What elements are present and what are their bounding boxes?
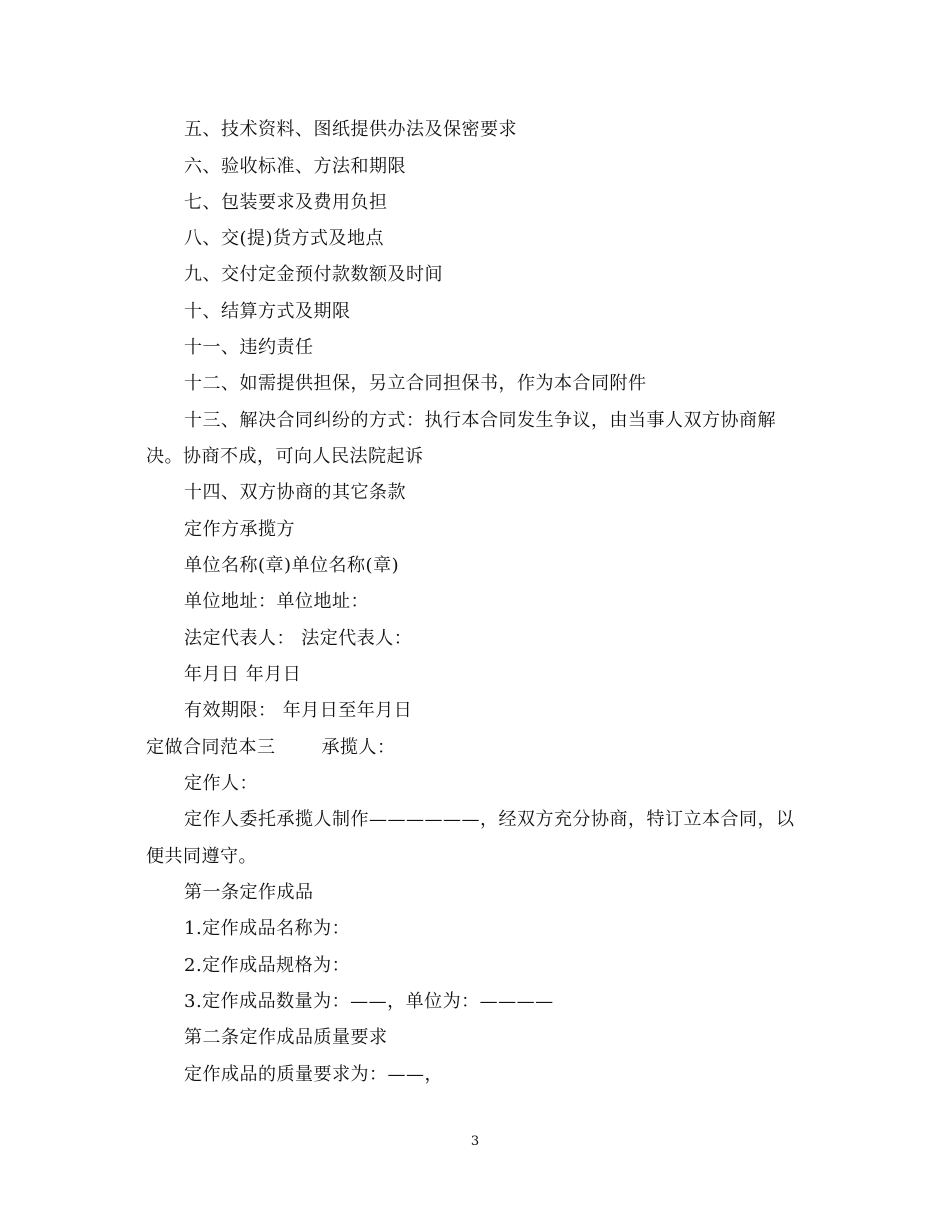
product-quantity-line: 3.定作成品数量为：——，单位为：———— xyxy=(184,991,554,1012)
clause-6: 六、验收标准、方法和期限 xyxy=(184,156,406,177)
commission-paragraph-continued: 便共同遵守。 xyxy=(146,846,257,867)
clause-13-continued: 决。协商不成，可向人民法院起诉 xyxy=(146,446,424,467)
article-2-heading: 第二条定作成品质量要求 xyxy=(184,1027,388,1048)
legal-representative-line: 法定代表人： 法定代表人： xyxy=(184,628,413,649)
commission-paragraph: 定作人委托承揽人制作——————，经双方充分协商，特订立本合同，以 xyxy=(184,809,795,830)
unit-name-line: 单位名称(章)单位名称(章) xyxy=(184,555,400,576)
template-three-title: 定做合同范本三 xyxy=(146,737,276,758)
clause-9: 九、交付定金预付款数额及时间 xyxy=(184,264,443,285)
product-name-line: 1.定作成品名称为： xyxy=(184,918,351,939)
clause-5: 五、技术资料、图纸提供办法及保密要求 xyxy=(184,119,517,140)
parties-heading: 定作方承揽方 xyxy=(184,519,295,540)
date-line: 年月日 年月日 xyxy=(184,664,302,685)
product-spec-line: 2.定作成品规格为： xyxy=(184,955,351,976)
page-number: 3 xyxy=(470,1134,480,1149)
article-1-heading: 第一条定作成品 xyxy=(184,882,314,903)
clause-11: 十一、违约责任 xyxy=(184,337,314,358)
clause-12: 十二、如需提供担保，另立合同担保书，作为本合同附件 xyxy=(184,373,647,394)
clause-8: 八、交(提)货方式及地点 xyxy=(184,228,385,249)
clause-10: 十、结算方式及期限 xyxy=(184,301,351,322)
quality-requirement-line: 定作成品的质量要求为：——， xyxy=(184,1064,443,1085)
clause-13: 十三、解决合同纠纷的方式：执行本合同发生争议，由当事人双方协商解 xyxy=(184,410,776,431)
clause-14: 十四、双方协商的其它条款 xyxy=(184,482,406,503)
template-three-line xyxy=(146,736,396,760)
orderer-label: 定作人： xyxy=(184,773,258,794)
clause-7: 七、包装要求及费用负担 xyxy=(184,192,388,213)
unit-address-line: 单位地址：单位地址： xyxy=(184,591,369,612)
contractor-label: 承揽人： xyxy=(321,737,396,758)
validity-period-line: 有效期限： 年月日至年月日 xyxy=(184,700,413,721)
